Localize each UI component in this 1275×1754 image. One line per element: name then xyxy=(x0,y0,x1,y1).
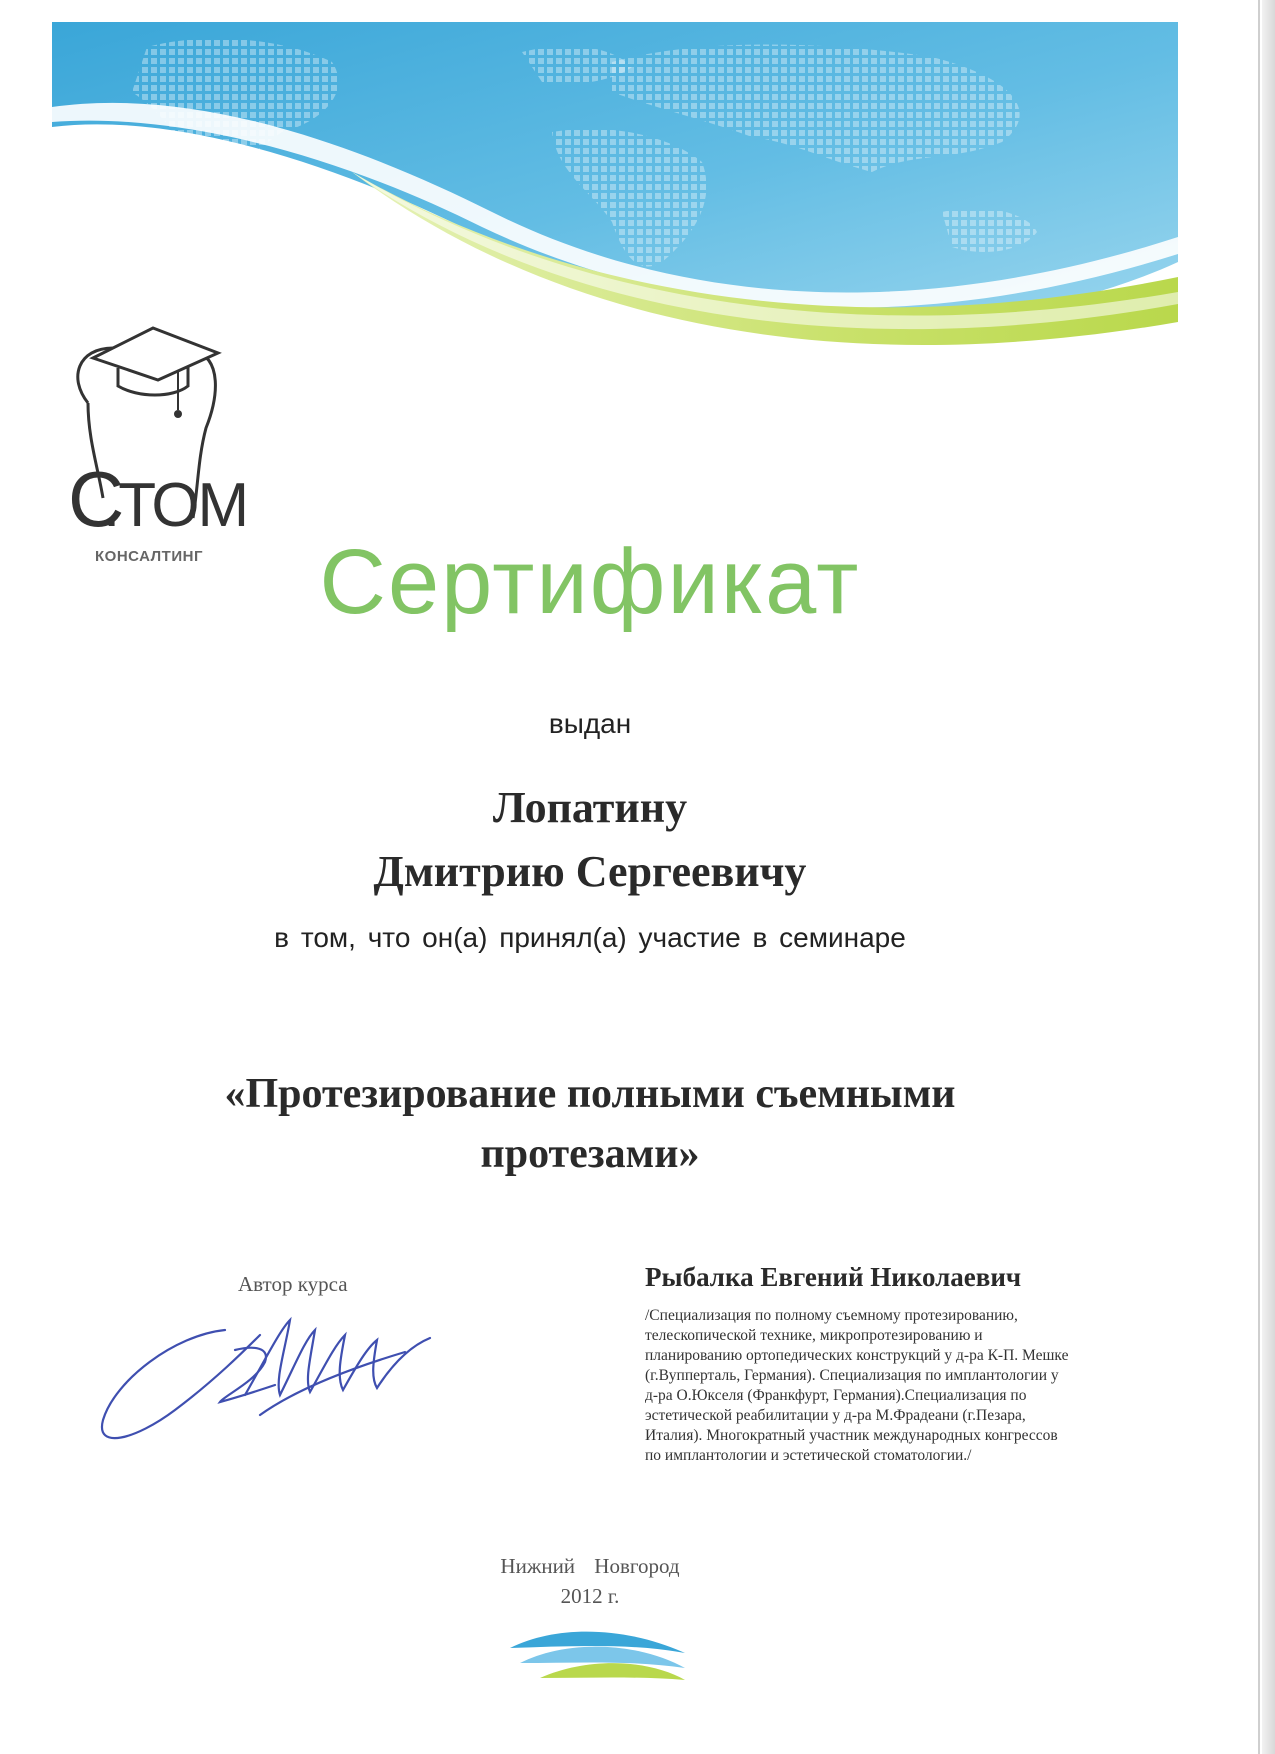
author-label: Автор курса xyxy=(238,1272,348,1296)
author-bio-line: /Специализация по полному съемному протезированию, xyxy=(645,1307,1018,1324)
author-bio-line: эстетической реабилитации у д-ра М.Фрадеани (г.Пезара, xyxy=(645,1407,1026,1424)
svg-text:.ТОМ: .ТОМ xyxy=(103,471,248,540)
issue-year: 2012 г. xyxy=(560,1584,620,1608)
participation-statement: в том, что он(а) принял(а) участие в семинаре xyxy=(274,922,906,953)
recipient-surname: Лопатину xyxy=(492,783,688,832)
header-world-map-banner xyxy=(52,22,1178,390)
author-bio-line: д-ра О.Юкселя (Франкфурт, Германия).Специализация по xyxy=(645,1387,1027,1404)
seminar-title-line2: протезами» xyxy=(480,1131,700,1177)
author-signature xyxy=(95,1290,455,1455)
footer-swoosh-emblem xyxy=(500,1618,690,1698)
author-bio-line: планированию ортопедических конструкций у д-ра К-П. Мешке xyxy=(645,1347,1069,1364)
issued-label: выдан xyxy=(548,708,632,739)
author-bio-line: телескопической технике, микропротезированию и xyxy=(645,1327,983,1344)
author-name: Рыбалка Евгений Николаевич xyxy=(645,1262,1022,1292)
svg-text:С: С xyxy=(68,455,125,543)
logo-caption: КОНСАЛТИНГ xyxy=(95,548,203,565)
author-bio-line: (г.Вупперталь, Германия). Специализация по имплантологии у xyxy=(645,1367,1059,1384)
scan-edge-line xyxy=(1258,0,1260,1754)
issue-city: Нижний Новгород xyxy=(500,1554,680,1578)
recipient-given-names: Дмитрию Сергеевичу xyxy=(373,847,807,896)
author-bio-line: Италия). Многократный участник международных конгрессов xyxy=(645,1427,1058,1444)
scan-page-edge xyxy=(1262,0,1275,1754)
seminar-title-line1: «Протезирование полными съемными xyxy=(224,1071,956,1117)
certificate-title: Сертификат xyxy=(319,531,861,633)
author-bio xyxy=(645,1306,1125,1466)
author-bio-line: по имплантологии и эстетической стоматологии./ xyxy=(645,1447,972,1464)
